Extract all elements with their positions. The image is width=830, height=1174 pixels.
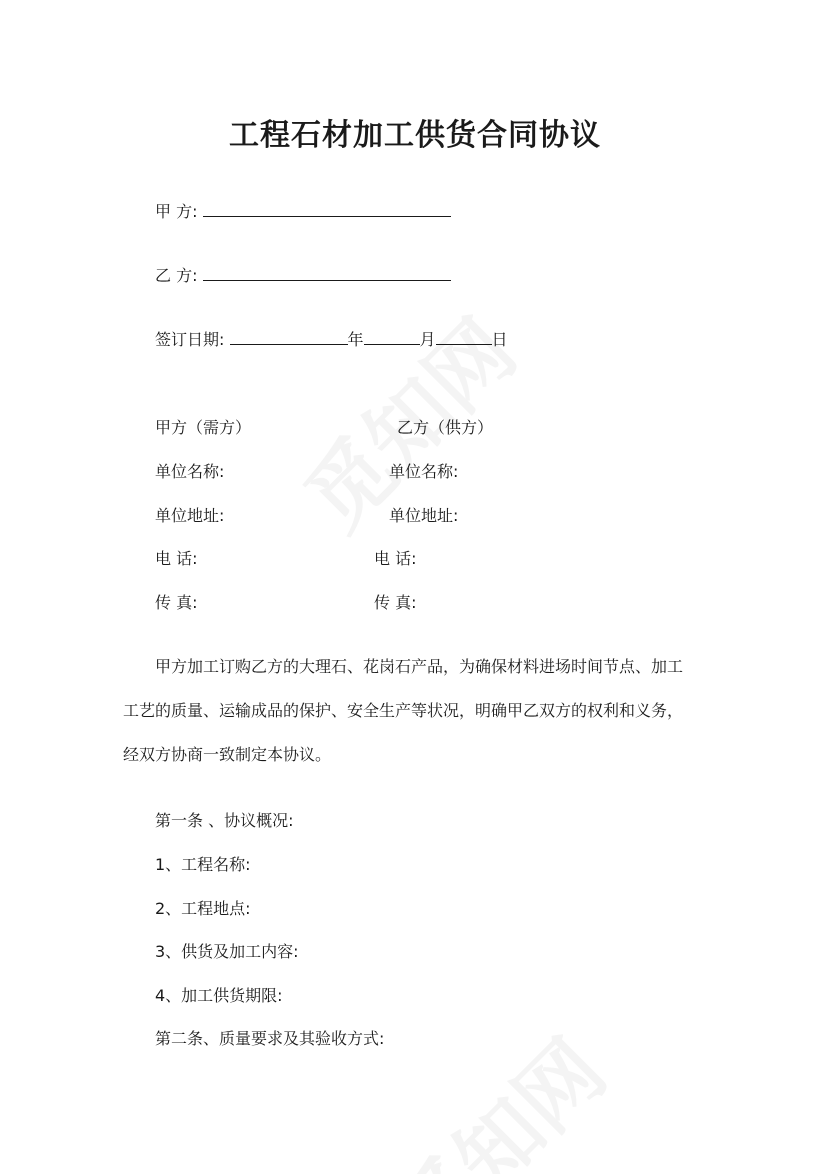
page-title: 工程石材加工供货合同协议 [229,118,601,153]
sign-date-label: 签订日期: [155,330,225,349]
party-a-unit-name: 单位名称: [155,462,225,481]
sign-day-blank[interactable] [436,330,492,345]
party-a-label: 甲 方: [155,202,198,221]
party-b-blank[interactable] [203,266,451,281]
watermark [364,1009,628,1174]
article-1-item: 1、工程名称: [155,855,251,874]
article-1-item: 3、供货及加工内容: [155,942,299,961]
intro-line: 经双方协商一致制定本协议。 [123,745,332,764]
party-b-header: 乙方（供方） [397,418,494,437]
party-b-unit-address: 单位地址: [389,506,459,525]
article-1-heading: 第一条 、协议概况: [155,811,294,830]
intro-line: 甲方加工订购乙方的大理石、花岗石产品，为确保材料进场时间节点、加工 [155,657,684,676]
article-1-item: 2、工程地点: [155,899,251,918]
party-a-blank[interactable] [203,202,451,217]
article-2-heading: 第二条、质量要求及其验收方式: [155,1029,385,1048]
sign-year-blank[interactable] [230,330,348,345]
party-b-phone: 电 话: [374,549,417,568]
party-a-fax: 传 真: [155,593,198,612]
party-a-unit-address: 单位地址: [155,506,225,525]
sign-month-blank[interactable] [364,330,420,345]
party-b-fax: 传 真: [374,593,417,612]
party-b-label: 乙 方: [155,266,198,285]
sign-date-line [155,330,508,350]
month-label: 月 [419,330,436,349]
party-b-unit-name: 单位名称: [389,462,459,481]
day-label: 日 [491,330,508,349]
intro-line: 工艺的质量、运输成品的保护、安全生产等状况，明确甲乙双方的权利和义务， [123,701,684,720]
party-a-phone: 电 话: [155,549,198,568]
party-b-line [155,266,451,286]
party-a-header: 甲方（需方） [155,418,252,437]
party-a-line [155,202,451,222]
article-1-item: 4、加工供货期限: [155,986,283,1005]
year-label: 年 [347,330,364,349]
